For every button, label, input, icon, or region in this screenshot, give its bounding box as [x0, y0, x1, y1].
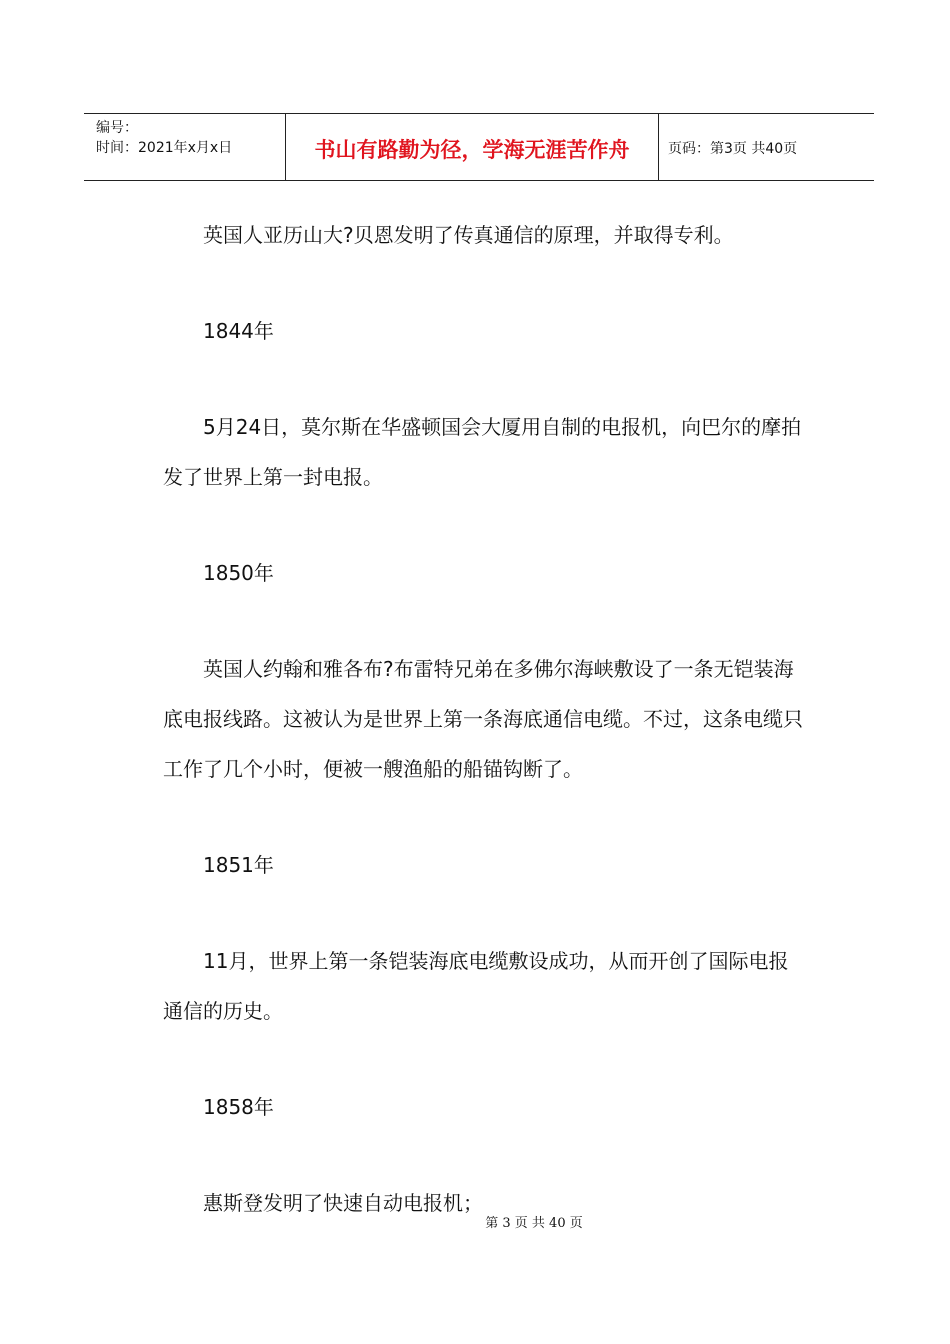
- paragraph: 英国人约翰和雅各布?布雷特兄弟在多佛尔海峡敷设了一条无铠装海底电报线路。这被认为是世界上第一条海底通信电缆。不过，这条电缆只工作了几个小时，便被一艘渔船的船锚钩断了。: [163, 657, 803, 781]
- paragraph: 英国人亚历山大?贝恩发明了传真通信的原理，并取得专利。: [203, 223, 734, 247]
- motto-text: 书山有路勤为径，学海无涯苦作舟: [314, 138, 630, 162]
- document-header: [84, 113, 874, 181]
- document-body: [163, 210, 803, 1228]
- date-label: 时间：2021年x月x日: [96, 140, 233, 156]
- paragraph: 惠斯登发明了快速自动电报机；: [203, 1191, 483, 1215]
- paragraph: 5月24日，莫尔斯在华盛顿国会大厦用自制的电报机，向巴尔的摩拍发了世界上第一封电报。: [163, 415, 802, 489]
- header-meta-cell: [84, 114, 286, 180]
- serial-number-label: 编号：: [96, 120, 138, 136]
- footer-page-number: 第 3 页 共 40 页: [485, 1216, 583, 1231]
- year-heading: 1850年: [203, 561, 274, 585]
- page-info-cell: [659, 114, 874, 180]
- year-heading: 1844年: [203, 319, 274, 343]
- year-heading: 1858年: [203, 1095, 274, 1119]
- paragraph: 11月，世界上第一条铠装海底电缆敷设成功，从而开创了国际电报通信的历史。: [163, 949, 789, 1023]
- page-footer: [0, 1212, 950, 1231]
- motto-cell: [286, 114, 659, 180]
- year-heading: 1851年: [203, 853, 274, 877]
- page-info-text: 页码：第3页 共40页: [668, 141, 798, 157]
